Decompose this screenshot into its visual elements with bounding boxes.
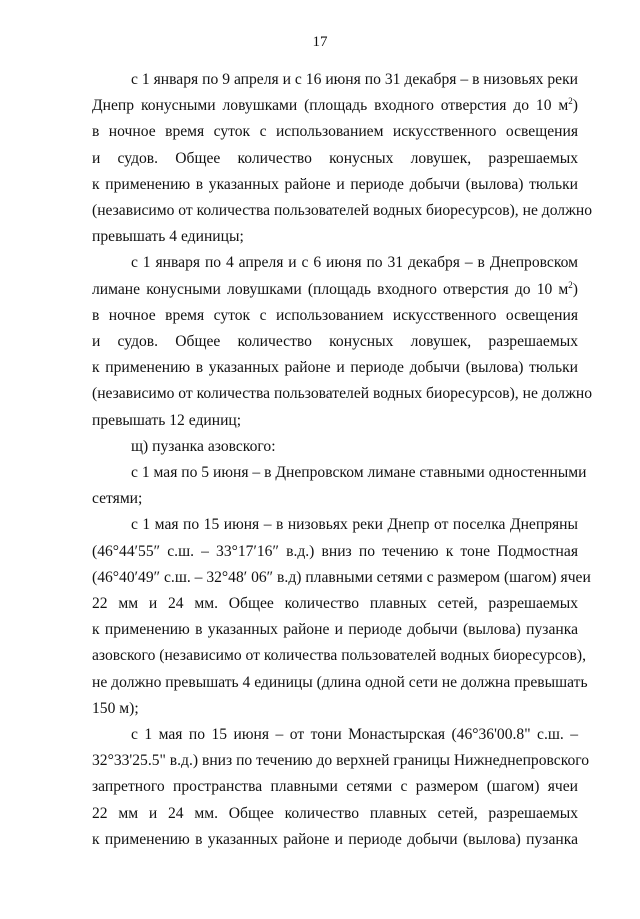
text-line [92,122,578,142]
text-line [92,699,578,719]
text-line-content: к применению в указанных районе и периоде добычи (вылова) тюльки [92,359,578,377]
text-line-content: к применению в указанных районе и периоде добычи (вылова) пузанка [92,621,578,639]
text-line [131,70,578,90]
text-line [92,646,586,666]
text-line [92,568,591,588]
text-line [92,830,578,850]
text-line-content: превышать 4 единицы; [92,228,244,246]
text-line [92,96,578,116]
text-line-content: и судов. Общее количество конусных ловушек, разрешаемых [92,333,578,350]
text-line-content: щ) пузанка азовского: [131,437,276,455]
text-line-content: и судов. Общее количество конусных ловушек, разрешаемых [92,149,578,167]
text-line [92,358,578,378]
text-line [92,594,578,614]
text-line [92,332,578,352]
text-line-content: сетями; [92,490,143,508]
text-line [92,804,578,824]
text-line [92,280,578,300]
text-line-content: (46°40′49″ с.ш. – 32°48′ 06″ в.д) плавными сетями с размером (шагом) ячеи [92,568,591,586]
text-line-content: азовского (независимо от количества пользователей водных биоресурсов), [92,647,586,665]
text-line-content: (независимо от количества пользователей водных биоресурсов), не должно [92,385,592,403]
text-line-suffix: ) [572,97,578,115]
text-line-content: 150 м); [92,699,139,717]
text-line-content: Днепр конусными ловушками (площадь входного отверстия до 10 м [92,97,569,115]
text-line-content: превышать 12 единиц; [92,411,242,429]
text-line-content: запретного пространства плавными сетями с размером (шагом) ячеи [92,778,578,796]
text-line-content: (46°44′55″ с.ш. – 33°17′16″ в.д.) вниз по течению к тоне Подмостная [92,542,578,560]
text-line [92,673,588,693]
text-line-content: 32°33'25.5" в.д.) вниз по течению до верхней границы Нижнеднепровского [92,752,590,770]
text-line-content: 22 мм и 24 мм. Общее количество плавных сетей, разрешаемых [92,595,578,612]
text-line [131,463,587,483]
text-line [131,253,578,273]
text-line [92,489,578,509]
superscript: 2 [568,96,573,107]
text-line-suffix: ) [572,280,578,298]
text-line-content: в ночное время суток с использованием искусственного освещения [92,306,578,324]
text-line-content: с 1 января по 4 апреля и с 6 июня по 31 декабря – в Днепровском [131,254,578,272]
text-line-content: с 1 мая по 15 июня – в низовьях реки Днепр от поселка Днепряны [131,516,578,534]
text-line [131,515,578,535]
text-line [92,411,578,431]
text-line-content: с 1 января по 9 апреля и с 16 июня по 31 декабря – в низовьях реки [131,71,578,88]
text-line [92,620,578,640]
text-line [92,777,578,797]
superscript: 2 [568,279,573,290]
text-line-content: в ночное время суток с использованием искусственного освещения [92,123,578,141]
text-line-content: 22 мм и 24 мм. Общее количество плавных сетей, разрешаемых [92,804,578,822]
text-line-content: не должно превышать 4 единицы (длина одной сети не должна превышать [92,673,588,691]
text-line [92,201,592,221]
text-line-content: к применению в указанных районе и периоде добычи (вылова) тюльки [92,175,578,193]
text-line [92,306,578,326]
page-number: 17 [312,34,328,50]
text-line-content: с 1 мая по 5 июня – в Днепровском лимане ставными одностенными [131,464,587,481]
text-line [92,149,578,169]
text-line-content: к применению в указанных районе и периоде добычи (вылова) пузанка [92,830,578,848]
text-line [92,227,578,247]
text-line-content: лимане конусными ловушками (площадь входного отверстия до 10 м [92,280,569,298]
text-line [92,542,578,562]
text-line [131,725,578,745]
text-line-content: с 1 мая по 15 июня – от тони Монастырская (46°36'00.8" с.ш. – [131,726,578,743]
text-line [92,175,578,195]
text-line-content: (независимо от количества пользователей водных биоресурсов), не должно [92,202,592,219]
text-line [92,384,592,404]
text-line [92,751,590,771]
text-line [131,437,578,457]
